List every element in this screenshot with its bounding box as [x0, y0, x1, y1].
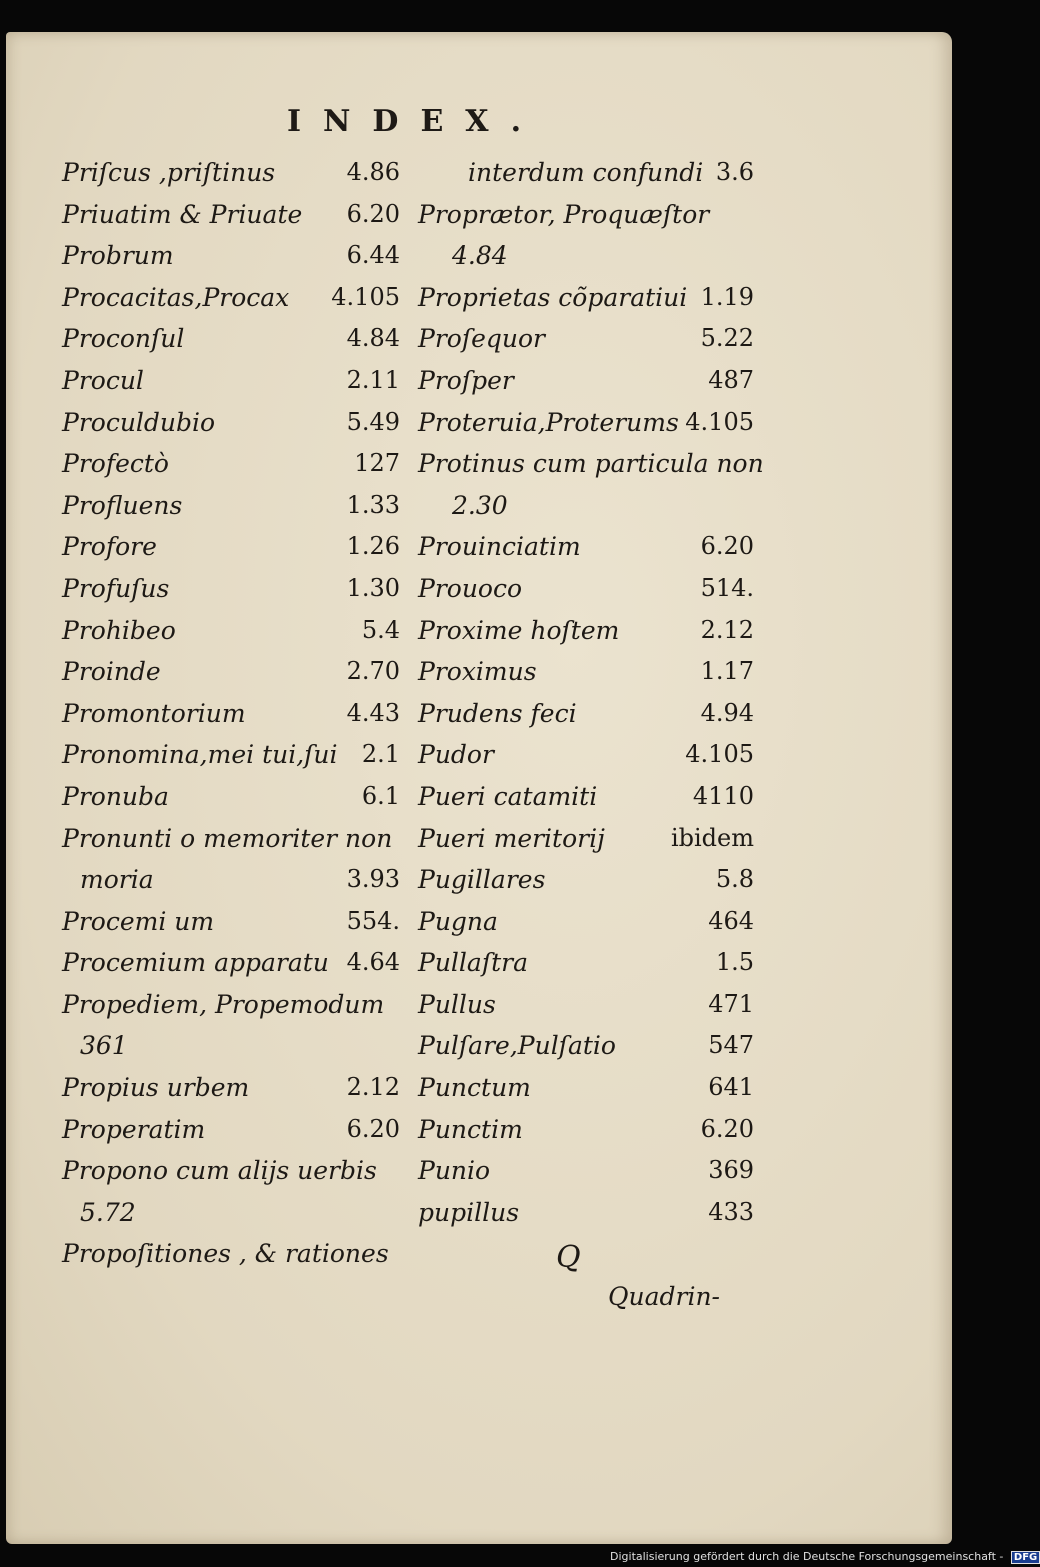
- index-entry: [418, 526, 754, 568]
- index-term: Procul: [62, 365, 144, 395]
- index-term: Procemi um: [62, 906, 215, 936]
- index-entry: [62, 1025, 400, 1067]
- index-entry: [62, 942, 400, 984]
- index-entry: [418, 277, 754, 319]
- index-term: Punctum: [418, 1073, 531, 1103]
- index-page-ref: 1.30: [346, 573, 400, 602]
- index-entry: [418, 152, 754, 194]
- dfg-logo: DFG: [1011, 1551, 1040, 1564]
- index-entry: [62, 984, 400, 1026]
- index-term: Profluens: [62, 490, 183, 520]
- index-entry: [418, 568, 754, 610]
- index-entry: [62, 360, 400, 402]
- index-term: moria: [80, 865, 154, 895]
- index-entry: [62, 651, 400, 693]
- index-page-ref: 1.33: [346, 490, 400, 519]
- index-entry: [418, 984, 754, 1026]
- index-entry: [62, 277, 400, 319]
- index-column-left: [62, 152, 400, 1275]
- index-entry: [62, 568, 400, 610]
- index-term: Proprætor, Proquæſtor: [418, 199, 710, 229]
- index-page-ref: 641: [708, 1073, 754, 1102]
- index-page-ref: 1.19: [700, 282, 754, 311]
- index-page-ref: 6.20: [346, 1114, 400, 1143]
- index-term: Procemium apparatu: [62, 948, 329, 978]
- index-term: Properatim: [62, 1114, 206, 1144]
- index-term: Pueri meritorij: [418, 823, 605, 853]
- index-page-ref: 6.20: [700, 1114, 754, 1143]
- footer-text: Digitalisierung gefördert durch die Deutsche Forschungsgemeinschaft -: [610, 1550, 1004, 1563]
- index-entry: [418, 776, 754, 818]
- footer-credit: [610, 1550, 1040, 1564]
- index-term: Propoſitiones , & rationes: [62, 1239, 389, 1269]
- index-term: Pronuba: [62, 781, 169, 811]
- index-entry: [418, 734, 754, 776]
- index-term: 2.30: [452, 490, 508, 520]
- index-term: pupillus: [418, 1197, 520, 1227]
- index-term: Pugna: [418, 906, 498, 936]
- index-term: Proximus: [418, 657, 537, 687]
- index-entry: [418, 693, 754, 735]
- index-entry: [62, 610, 400, 652]
- index-term: Proculdubio: [62, 407, 216, 437]
- index-term: Prohibeo: [62, 615, 176, 645]
- index-entry: [62, 1109, 400, 1151]
- index-page-ref: 4.94: [700, 698, 754, 727]
- index-entry: [62, 734, 400, 776]
- index-page-ref: 127: [354, 449, 400, 478]
- index-page-ref: 4.105: [685, 740, 754, 769]
- index-entry: [62, 318, 400, 360]
- index-entry: [62, 901, 400, 943]
- index-term: 5.72: [80, 1197, 136, 1227]
- index-page-ref: 4.43: [346, 698, 400, 727]
- index-term: Protinus cum particula non: [418, 449, 764, 479]
- index-term: Proxime hoſtem: [418, 615, 620, 645]
- index-entry: [62, 1192, 400, 1234]
- index-page-ref: 433: [708, 1197, 754, 1226]
- index-entry: [62, 818, 400, 860]
- index-entry: [418, 859, 754, 901]
- index-page-ref: 471: [708, 989, 754, 1018]
- index-page-ref: ibidem: [670, 823, 754, 852]
- index-page-ref: 554.: [346, 906, 400, 935]
- index-term: Procacitas,Procax: [62, 282, 290, 312]
- index-entry: [418, 818, 754, 860]
- index-page-ref: 2.12: [346, 1073, 400, 1102]
- index-entry: [62, 402, 400, 444]
- index-entry: [62, 1067, 400, 1109]
- index-entry: [418, 318, 754, 360]
- index-page-ref: 3.6: [715, 158, 754, 186]
- index-term: 361: [80, 1031, 128, 1061]
- index-term: Propediem, Propemodum: [62, 989, 385, 1019]
- index-term: Propono cum alijs uerbis: [62, 1156, 377, 1186]
- index-entry: [418, 402, 754, 444]
- index-page-ref: 5.8: [715, 865, 754, 894]
- index-entry: [418, 610, 754, 652]
- index-page-ref: 5.4: [361, 615, 400, 644]
- index-entry: [62, 152, 400, 194]
- index-entry: [62, 485, 400, 527]
- page-title: INDEX.: [286, 104, 544, 139]
- index-term: Proprietas cõparatiui: [418, 282, 688, 312]
- index-entry: [418, 194, 754, 236]
- index-entry: [62, 859, 400, 901]
- catchword: Quadrin-: [608, 1282, 720, 1311]
- index-term: Priuatim & Priuate: [62, 199, 303, 229]
- index-term: Pudor: [418, 740, 494, 770]
- index-page-ref: 4.84: [346, 324, 400, 353]
- index-term: Proconſul: [62, 324, 185, 354]
- index-page-ref: 5.22: [700, 324, 754, 353]
- index-entry: [418, 1067, 754, 1109]
- index-page-ref: 6.20: [346, 199, 400, 228]
- index-page-ref: 1.17: [700, 657, 754, 686]
- index-page-ref: 2.1: [361, 740, 400, 769]
- index-entry: [62, 693, 400, 735]
- index-term: Punio: [418, 1156, 491, 1186]
- index-page-ref: 464: [708, 906, 754, 935]
- index-page-ref: 4.105: [331, 282, 400, 311]
- index-entry: [62, 235, 400, 277]
- index-term: Pullus: [418, 989, 496, 1019]
- index-page-ref: 4.86: [346, 158, 400, 186]
- index-entry: [62, 1233, 400, 1275]
- index-page-ref: 5.49: [346, 407, 400, 436]
- index-term: Priſcus ,priſtinus: [62, 158, 276, 187]
- index-term: Proſequor: [418, 324, 545, 354]
- index-term: Proinde: [62, 657, 161, 687]
- index-entry: [62, 776, 400, 818]
- index-entry: [418, 443, 764, 485]
- index-entry: [418, 1150, 754, 1192]
- index-entry: [418, 1025, 754, 1067]
- index-column-right: [418, 152, 764, 1233]
- index-page-ref: 3.93: [346, 865, 400, 894]
- index-page-ref: 4.105: [685, 407, 754, 436]
- index-term: Pueri catamiti: [418, 781, 598, 811]
- index-page-ref: 2.11: [346, 365, 400, 394]
- signature-mark: Q: [556, 1240, 581, 1275]
- index-page-ref: 4.64: [346, 948, 400, 977]
- index-term: Promontorium: [62, 698, 246, 728]
- index-term: Pronunti o memoriter non: [62, 823, 393, 853]
- index-page-ref: 6.1: [361, 781, 400, 810]
- index-page-ref: 6.44: [346, 241, 400, 270]
- index-page-ref: 1.5: [715, 948, 754, 977]
- index-term: Punctim: [418, 1114, 523, 1144]
- index-entry: [418, 360, 754, 402]
- index-term: Propius urbem: [62, 1073, 250, 1103]
- index-term: Pulſare,Pulſatio: [418, 1031, 616, 1061]
- index-entry: [418, 901, 754, 943]
- index-entry: [418, 485, 754, 527]
- index-page-ref: 2.12: [700, 615, 754, 644]
- index-term: Prouoco: [418, 573, 523, 603]
- index-entry: [62, 443, 400, 485]
- index-entry: [418, 1109, 754, 1151]
- index-term: 4.84: [452, 241, 508, 271]
- index-term: Proſper: [418, 365, 514, 395]
- index-page-ref: 547: [708, 1031, 754, 1060]
- index-entry: [62, 1150, 400, 1192]
- index-term: Proteruia,Proterums: [418, 407, 679, 437]
- index-entry: [62, 526, 400, 568]
- index-term: Profuſus: [62, 573, 170, 603]
- index-term: Prouinciatim: [418, 532, 581, 562]
- index-entry: [418, 651, 754, 693]
- index-entry: [418, 235, 754, 277]
- index-page-ref: 487: [708, 365, 754, 394]
- index-entry: [62, 194, 400, 236]
- index-page-ref: 369: [708, 1156, 754, 1185]
- index-page-ref: 1.26: [346, 532, 400, 561]
- index-page-ref: 6.20: [700, 532, 754, 561]
- index-page-ref: 4110: [692, 781, 754, 810]
- index-term: interdum confundi: [468, 158, 704, 187]
- index-term: Probrum: [62, 241, 174, 271]
- index-term: Profore: [62, 532, 157, 562]
- index-page-ref: 2.70: [346, 657, 400, 686]
- index-term: Pugillares: [418, 865, 546, 895]
- index-term: Pronomina,mei tui,ſui: [62, 740, 338, 770]
- index-term: Profectò: [62, 449, 169, 479]
- index-page-ref: 514.: [700, 573, 754, 602]
- index-entry: [418, 942, 754, 984]
- index-term: Pullaſtra: [418, 948, 528, 978]
- index-entry: [418, 1192, 754, 1234]
- index-term: Prudens feci: [418, 698, 577, 728]
